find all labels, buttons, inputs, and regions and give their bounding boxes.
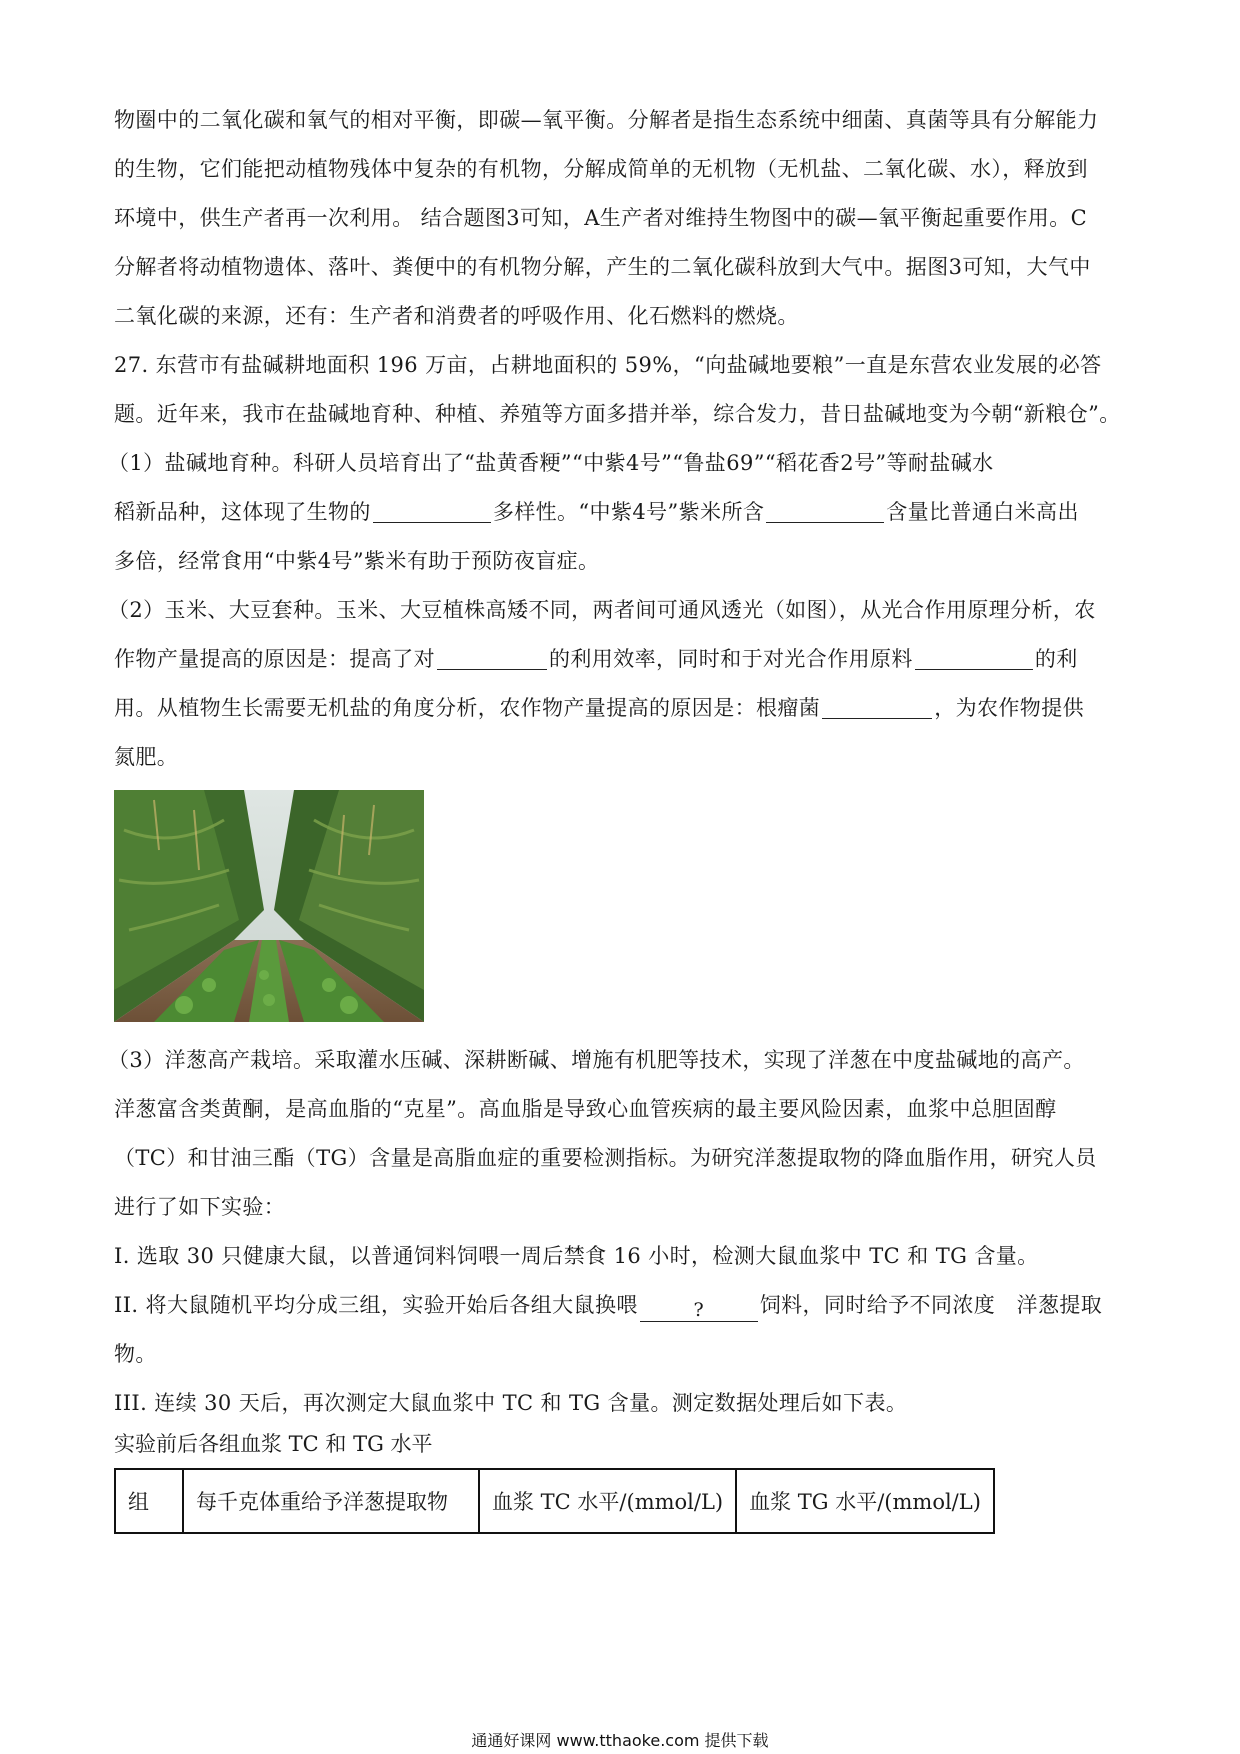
paragraph-line: 的生物，它们能把动植物残体中复杂的有机物，分解成简单的无机物（无机盐、二氧化碳、水），释放到: [114, 157, 1088, 181]
sub-question-2-line: 氮肥。: [114, 745, 179, 769]
text-segment: 用。从植物生长需要无机盐的角度分析，农作物产量提高的原因是：根瘤菌: [114, 696, 821, 720]
text-segment: 含量比普通白米高出: [886, 500, 1079, 524]
experiment-step-1: I. 选取 30 只健康大鼠，以普通饲料饲喂一周后禁食 16 小时，检测大鼠血浆中 TC 和 TG 含量。: [114, 1244, 1039, 1268]
text-segment: ，为农作物提供: [934, 696, 1085, 720]
sub-question-1: （1）盐碱地育种。科研人员培育出了“盐黄香粳”“中紫4号”“鲁盐69”“稻花香2号”等耐盐碱水: [108, 451, 994, 475]
answer-blank[interactable]: [822, 696, 932, 719]
table-header-cell: 组: [115, 1469, 183, 1533]
answer-blank[interactable]: [915, 647, 1033, 670]
table-caption: 实验前后各组血浆 TC 和 TG 水平: [114, 1432, 433, 1456]
question-27-intro: 27. 东营市有盐碱耕地面积 196 万亩，占耕地面积的 59%，“向盐碱地要粮”一直是东营农业发展的必答: [114, 353, 1102, 377]
sub-question-2-line: [114, 684, 1134, 733]
sub-question-2: （2）玉米、大豆套种。玉米、大豆植株高矮不同，两者间可通风透光（如图），从光合作用原理分析，农: [108, 598, 1096, 622]
data-table: [114, 1468, 995, 1534]
sub-question-3-line: 进行了如下实验：: [114, 1195, 286, 1219]
table-header-cell: 每千克体重给予洋葱提取物: [183, 1469, 479, 1533]
answer-blank[interactable]: [373, 500, 491, 523]
sub-question-3-line: （TC）和甘油三酯（TG）含量是高脂血症的重要检测指标。为研究洋葱提取物的降血脂作用，研究人员: [114, 1146, 1097, 1170]
sub-question-3-line: 洋葱富含类黄酮，是高血脂的“克星”。高血脂是导致心血管疾病的最主要风险因素，血浆中总胆固醇: [114, 1097, 1057, 1121]
sub-question-1-line: 多倍，经常食用“中紫4号”紫米有助于预防夜盲症。: [114, 549, 600, 573]
answer-blank[interactable]: [766, 500, 884, 523]
page-footer: 通通好课网 www.tthaoke.com 提供下载: [471, 1731, 769, 1750]
table-header-row: [115, 1469, 994, 1533]
question-27-intro: 题。近年来，我市在盐碱地育种、种植、养殖等方面多措并举，综合发力，昔日盐碱地变为今朝“新粮仓”。: [114, 402, 1121, 426]
sub-question-3: （3）洋葱高产栽培。采取灌水压碱、深耕断碱、增施有机肥等技术，实现了洋葱在中度盐碱地的高产。: [108, 1048, 1085, 1072]
text-segment: 的利: [1034, 647, 1078, 671]
paragraph-line: 环境中，供生产者再一次利用。 结合题图3可知，A生产者对维持生物图中的碳—氧平衡起重要作用。C: [114, 206, 1088, 230]
sub-question-2-line: [114, 635, 1134, 684]
paragraph-line: 物圈中的二氧化碳和氧气的相对平衡，即碳—氧平衡。分解者是指生态系统中细菌、真菌等具有分解能力: [114, 108, 1099, 132]
page-body: [108, 96, 1134, 782]
text-segment: 饲料，同时给予不同浓度 洋葱提取: [759, 1293, 1103, 1317]
table-header-cell: 血浆 TC 水平/(mmol/L): [479, 1469, 736, 1533]
paragraph-line: 分解者将动植物遗体、落叶、粪便中的有机物分解，产生的二氧化碳科放到大气中。据图3可知，大气中: [114, 255, 1091, 279]
experiment-step-2-line: 物。: [114, 1342, 157, 1366]
table-header-cell: 血浆 TG 水平/(mmol/L): [736, 1469, 994, 1533]
experiment-step-3: III. 连续 30 天后，再次测定大鼠血浆中 TC 和 TG 含量。测定数据处理后如下表。: [114, 1391, 908, 1415]
experiment-step-2: [114, 1281, 1134, 1330]
text-segment: II. 将大鼠随机平均分成三组，实验开始后各组大鼠换喂: [114, 1293, 638, 1317]
section-3: [108, 1036, 1134, 1534]
answer-blank[interactable]: ?: [640, 1299, 758, 1322]
text-segment: 稻新品种，这体现了生物的: [114, 500, 371, 524]
text-segment: 作物产量提高的原因是：提高了对: [114, 647, 435, 671]
corn-soybean-intercropping-photo: [114, 790, 424, 1022]
text-segment: 多样性。“中紫4号”紫米所含: [492, 500, 765, 524]
text-segment: 的利用效率，同时和于对光合作用原料: [549, 647, 913, 671]
sub-question-1-line: [114, 488, 1134, 537]
paragraph-line: 二氧化碳的来源，还有：生产者和消费者的呼吸作用、化石燃料的燃烧。: [114, 304, 799, 328]
answer-blank[interactable]: [437, 647, 547, 670]
